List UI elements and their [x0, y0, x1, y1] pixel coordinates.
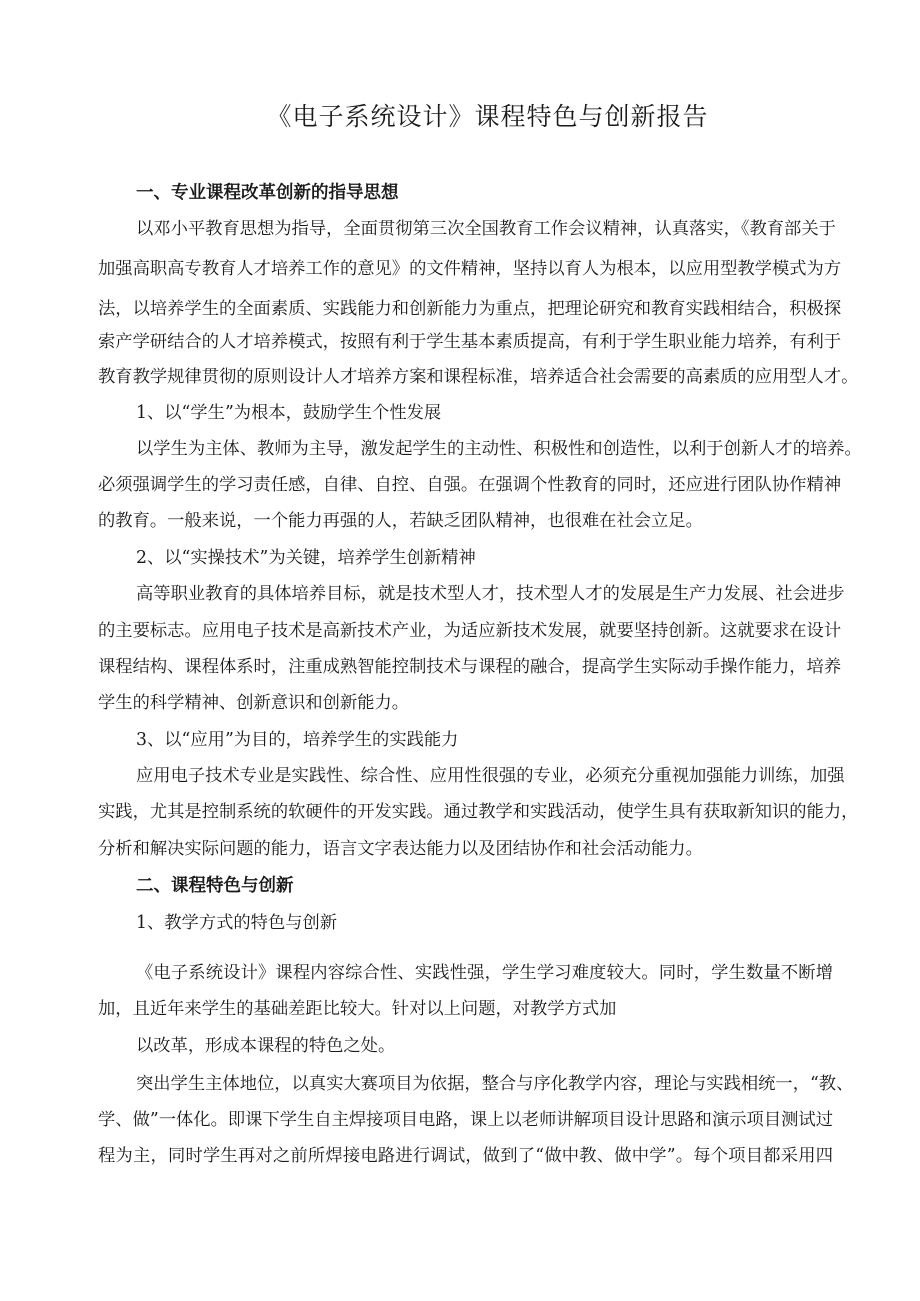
paragraph-line: 课程结构、课程体系时，注重成熟智能控制技术与课程的融合，提高学生实际动手操作能力，培养: [98, 657, 842, 677]
paragraph-line: 以邓小平教育思想为指导，全面贯彻第三次全国教育工作会议精神，认真落实，《教育部关于: [136, 219, 836, 239]
paragraph-line: 学生的科学精神、创新意识和创新能力。: [98, 693, 410, 713]
paragraph-line: 程为主，同时学生再对之前所焊接电路进行调试，做到了“做中教、做中学”。每个项目都采用四: [98, 1146, 833, 1166]
paragraph-line: 高等职业教育的具体培养目标，就是技术型人才，技术型人才的发展是生产力发展、社会进步: [136, 584, 845, 604]
subsection-heading: 1、教学方式的特色与创新: [136, 913, 338, 933]
subsection-heading: 2、以“实操技术”为关键，培养学生创新精神: [136, 548, 476, 568]
paragraph-line: 索产学研结合的人才培养模式，按照有利于学生基本素质提高，有利于学生职业能力培养，有利于: [98, 332, 842, 352]
paragraph-line: 加强高职高专教育人才培养工作的意见》的文件精神，坚持以育人为根本，以应用型教学模式为方: [98, 259, 842, 279]
paragraph-line: 必须强调学生的学习责任感，自律、自控、自强。在强调个性教育的同时，还应进行团队协作精神: [98, 475, 842, 495]
subsection-heading: 1、以“学生”为根本，鼓励学生个性发展: [136, 403, 442, 423]
paragraph-line: 学、做”一体化。即课下学生自主焊接项目电路，课上以老师讲解项目设计思路和演示项目测试过: [98, 1110, 833, 1130]
paragraph-line: 实践，尤其是控制系统的软硬件的开发实践。通过教学和实践活动，使学生具有获取新知识的能力，: [98, 802, 859, 822]
section2-heading: 二、课程特色与创新: [136, 876, 294, 896]
paragraph-line: 的主要标志。应用电子技术是高新技术产业，为适应新技术发展，就要坚持创新。这就要求在设计: [98, 621, 842, 641]
section1-heading: 一、专业课程改革创新的指导思想: [136, 183, 399, 203]
subsection-heading: 3、以“应用”为目的，培养学生的实践能力: [136, 730, 459, 750]
paragraph-line: 《电子系统设计》课程内容综合性、实践性强，学生学习难度较大。同时，学生数量不断增: [136, 963, 833, 983]
paragraph-line: 法，以培养学生的全面素质、实践能力和创新能力为重点，把理论研究和教育实践相结合，积极探: [98, 299, 842, 319]
paragraph-line: 分析和解决实际问题的能力，语言文字表达能力以及团结协作和社会活动能力。: [98, 839, 703, 859]
paragraph-line: 的教育。一般来说，一个能力再强的人，若缺乏团队精神，也很难在社会立足。: [98, 511, 703, 531]
paragraph-line: 加，且近年来学生的基础差距比较大。针对以上问题，对教学方式加: [98, 999, 617, 1019]
paragraph-line: 以改革，形成本课程的特色之处。: [136, 1036, 396, 1056]
document-title: 《电子系统设计》课程特色与创新报告: [266, 102, 709, 131]
paragraph-line: 突出学生主体地位，以真实大赛项目为依据，整合与序化教学内容，理论与实践相统一，“教、: [136, 1074, 854, 1094]
paragraph-line: 教育教学规律贯彻的原则设计人才培养方案和课程标准，培养适合社会需要的高素质的应用型人才。: [98, 367, 859, 387]
paragraph-line: 应用电子技术专业是实践性、综合性、应用性很强的专业，必须充分重视加强能力训练，加强: [136, 766, 845, 786]
paragraph-line: 以学生为主体、教师为主导，激发起学生的主动性、积极性和创造性，以利于创新人才的培养。: [136, 439, 862, 459]
